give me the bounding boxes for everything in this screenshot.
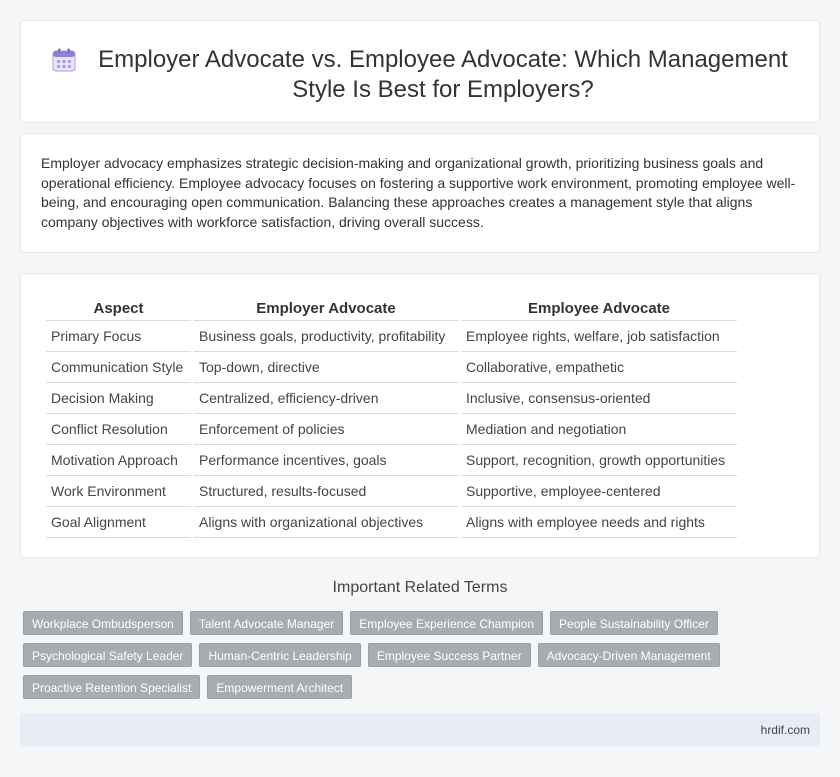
- table-row: [46, 445, 737, 476]
- related-term-tag[interactable]: Talent Advocate Manager: [190, 611, 343, 635]
- related-terms-heading: Important Related Terms: [332, 579, 508, 596]
- cell-employer: Business goals, productivity, profitability: [194, 321, 458, 352]
- cell-employer: Centralized, efficiency-driven: [194, 383, 458, 414]
- title-card: [20, 20, 820, 123]
- cell-employer: Enforcement of policies: [194, 414, 458, 445]
- footer-site-link[interactable]: hrdif.com: [760, 723, 810, 737]
- related-term-tag[interactable]: Psychological Safety Leader: [23, 643, 192, 667]
- intro-card: [20, 133, 820, 253]
- table-row: [46, 321, 737, 352]
- header-aspect: Aspect: [46, 294, 191, 321]
- comparison-table: [43, 294, 740, 538]
- cell-employee: Mediation and negotiation: [461, 414, 737, 445]
- cell-aspect: Goal Alignment: [46, 507, 191, 538]
- related-term-tag[interactable]: People Sustainability Officer: [550, 611, 718, 635]
- table-header-row: [46, 294, 737, 321]
- cell-employee: Inclusive, consensus-oriented: [461, 383, 737, 414]
- table-row: [46, 476, 737, 507]
- cell-employer: Structured, results-focused: [194, 476, 458, 507]
- cell-aspect: Primary Focus: [46, 321, 191, 352]
- related-term-tag[interactable]: Workplace Ombudsperson: [23, 611, 183, 635]
- cell-employee: Employee rights, welfare, job satisfaction: [461, 321, 737, 352]
- cell-employer: Top-down, directive: [194, 352, 458, 383]
- table-row: [46, 352, 737, 383]
- cell-aspect: Conflict Resolution: [46, 414, 191, 445]
- page-title: Employer Advocate vs. Employee Advocate: Which Management Style Is Best for Employers?: [98, 46, 788, 103]
- header-employee-advocate: Employee Advocate: [461, 294, 737, 321]
- cell-employee: Collaborative, empathetic: [461, 352, 737, 383]
- table-row: [46, 507, 737, 538]
- related-term-tag[interactable]: Empowerment Architect: [207, 675, 352, 699]
- related-terms-list: [23, 611, 818, 707]
- cell-aspect: Work Environment: [46, 476, 191, 507]
- cell-employer: Performance incentives, goals: [194, 445, 458, 476]
- related-term-tag[interactable]: Employee Experience Champion: [350, 611, 543, 635]
- calendar-icon: [51, 47, 77, 73]
- related-term-tag[interactable]: Human-Centric Leadership: [199, 643, 360, 667]
- related-term-tag[interactable]: Employee Success Partner: [368, 643, 531, 667]
- table-row: [46, 383, 737, 414]
- cell-employee: Support, recognition, growth opportunities: [461, 445, 737, 476]
- comparison-card: [20, 273, 820, 558]
- table-row: [46, 414, 737, 445]
- footer: [20, 713, 820, 747]
- header-employer-advocate: Employer Advocate: [194, 294, 458, 321]
- related-term-tag[interactable]: Proactive Retention Specialist: [23, 675, 200, 699]
- cell-employee: Supportive, employee-centered: [461, 476, 737, 507]
- cell-employer: Aligns with organizational objectives: [194, 507, 458, 538]
- cell-aspect: Communication Style: [46, 352, 191, 383]
- intro-paragraph: Employer advocacy emphasizes strategic decision-making and organizational growth, prioritizing business goals and operational efficiency. Employee advocacy focuses on fostering a supportive work environment, promoting employee well-being, and encouraging open communication. Balancing these approaches creates a management style that aligns company objectives with workforce satisfaction, driving overall success.: [41, 155, 796, 230]
- cell-employee: Aligns with employee needs and rights: [461, 507, 737, 538]
- related-term-tag[interactable]: Advocacy-Driven Management: [538, 643, 720, 667]
- cell-aspect: Motivation Approach: [46, 445, 191, 476]
- cell-aspect: Decision Making: [46, 383, 191, 414]
